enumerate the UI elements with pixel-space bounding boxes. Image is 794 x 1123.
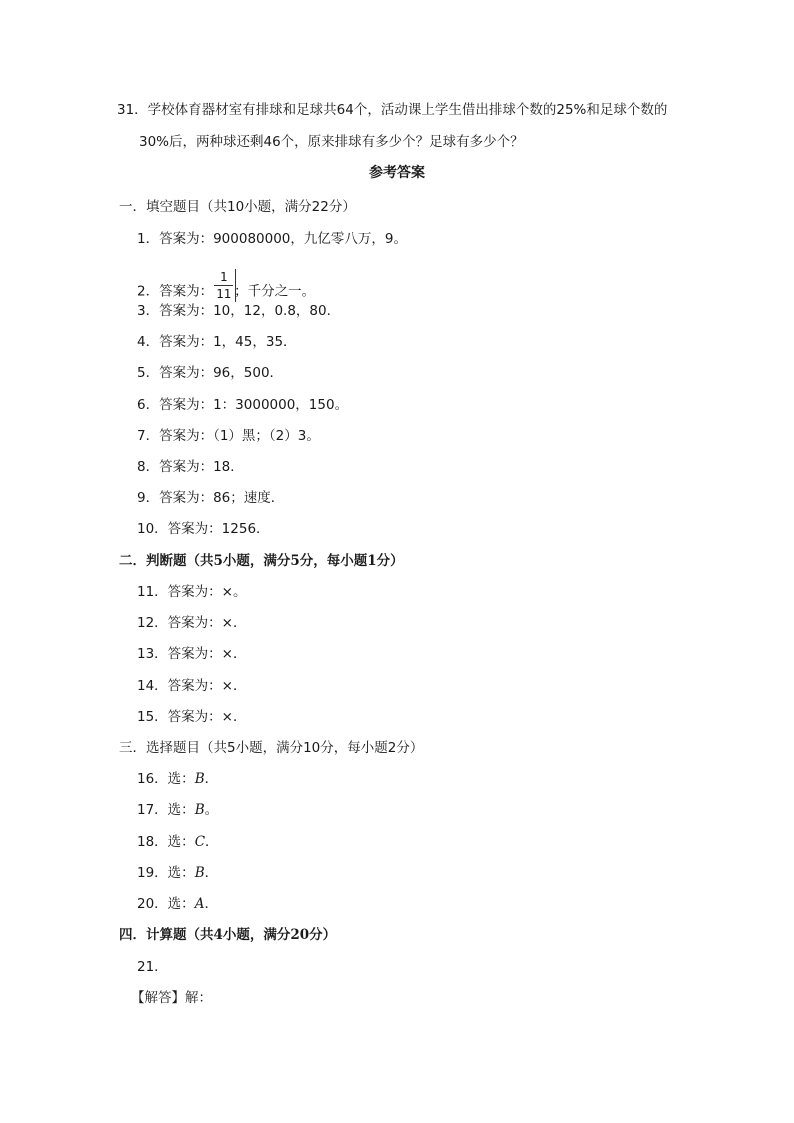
answer-item-20 [137,892,218,912]
answer-item-21: 21． [137,959,168,975]
answer-item-3: 3．答案为：10，12，0.8，80． [137,303,341,319]
answer-item-8: 8．答案为：18． [137,459,244,475]
answer-item-13: 13．答案为：×． [137,646,247,662]
answer-item-20-label: 20．选： [137,896,195,912]
answer-item-1: 1．答案为：900080000，九亿零八万，9。 [137,231,407,247]
fraction-numerator: 1 [214,269,233,286]
question-31 [117,100,717,150]
answer-item-17-label: 17．选： [137,802,195,818]
answer-end-mark: ． [204,865,219,881]
answer-item-15: 15．答案为：×． [137,709,247,725]
answer-end-mark: 。 [204,802,219,818]
section-3-heading: 三．选择题目（共5小题，满分10分，每小题2分） [119,740,424,756]
section-1-heading: 一．填空题目（共10小题，满分22分） [119,199,356,215]
answer-choice: A [194,896,205,912]
answer-item-14: 14．答案为：×． [137,678,247,694]
answer-item-19 [137,861,218,881]
answer-label: 【解答】解： [131,990,212,1006]
answer-item-7: 7．答案为：（1）黑；（2）3。 [137,428,320,444]
answer-item-12: 12．答案为：×． [137,615,247,631]
answer-end-mark: ． [205,834,219,850]
answer-choice: C [194,834,206,850]
answer-item-2-suffix: ；千分之一。 [234,283,316,300]
answer-item-5: 5．答案为：96，500． [137,365,284,381]
section-4-heading: 四．计算题（共4小题，满分20分） [119,927,337,943]
question-31-line-2: 30%后，两种球还剩46个，原来排球有多少个？足球有多少个？ [139,134,524,150]
answer-item-9: 9．答案为：86；速度． [137,490,285,506]
answer-choice: B [194,802,205,818]
answer-end-mark: ． [204,896,218,912]
answer-item-17 [137,798,218,818]
fraction [214,269,233,302]
answer-item-11: 11．答案为：×。 [137,584,247,600]
section-2-heading: 二．判断题（共5小题，满分5分，每小题1分） [119,553,404,569]
answer-item-16 [137,767,218,787]
answer-choice: B [194,865,205,881]
answer-item-18 [137,830,219,850]
fraction-denominator: 11 [216,286,232,301]
question-31-line-1: 31．学校体育器材室有排球和足球共64个，活动课上学生借出排球个数的25%和足球个数的 [117,102,668,118]
answer-item-4: 4．答案为：1，45，35． [137,334,297,350]
answer-item-18-label: 18．选： [137,834,195,850]
answer-item-6: 6．答案为：1：3000000，150。 [137,397,349,413]
answer-key-title: 参考答案 [369,165,425,181]
answer-item-16-label: 16．选： [137,771,195,787]
answer-item-10: 10．答案为：1256． [137,521,270,537]
answer-end-mark: ． [204,771,219,787]
answer-choice: B [194,771,205,787]
answer-item-19-label: 19．选： [137,865,195,881]
answer-item-2-label: 2．答案为： [137,283,214,300]
